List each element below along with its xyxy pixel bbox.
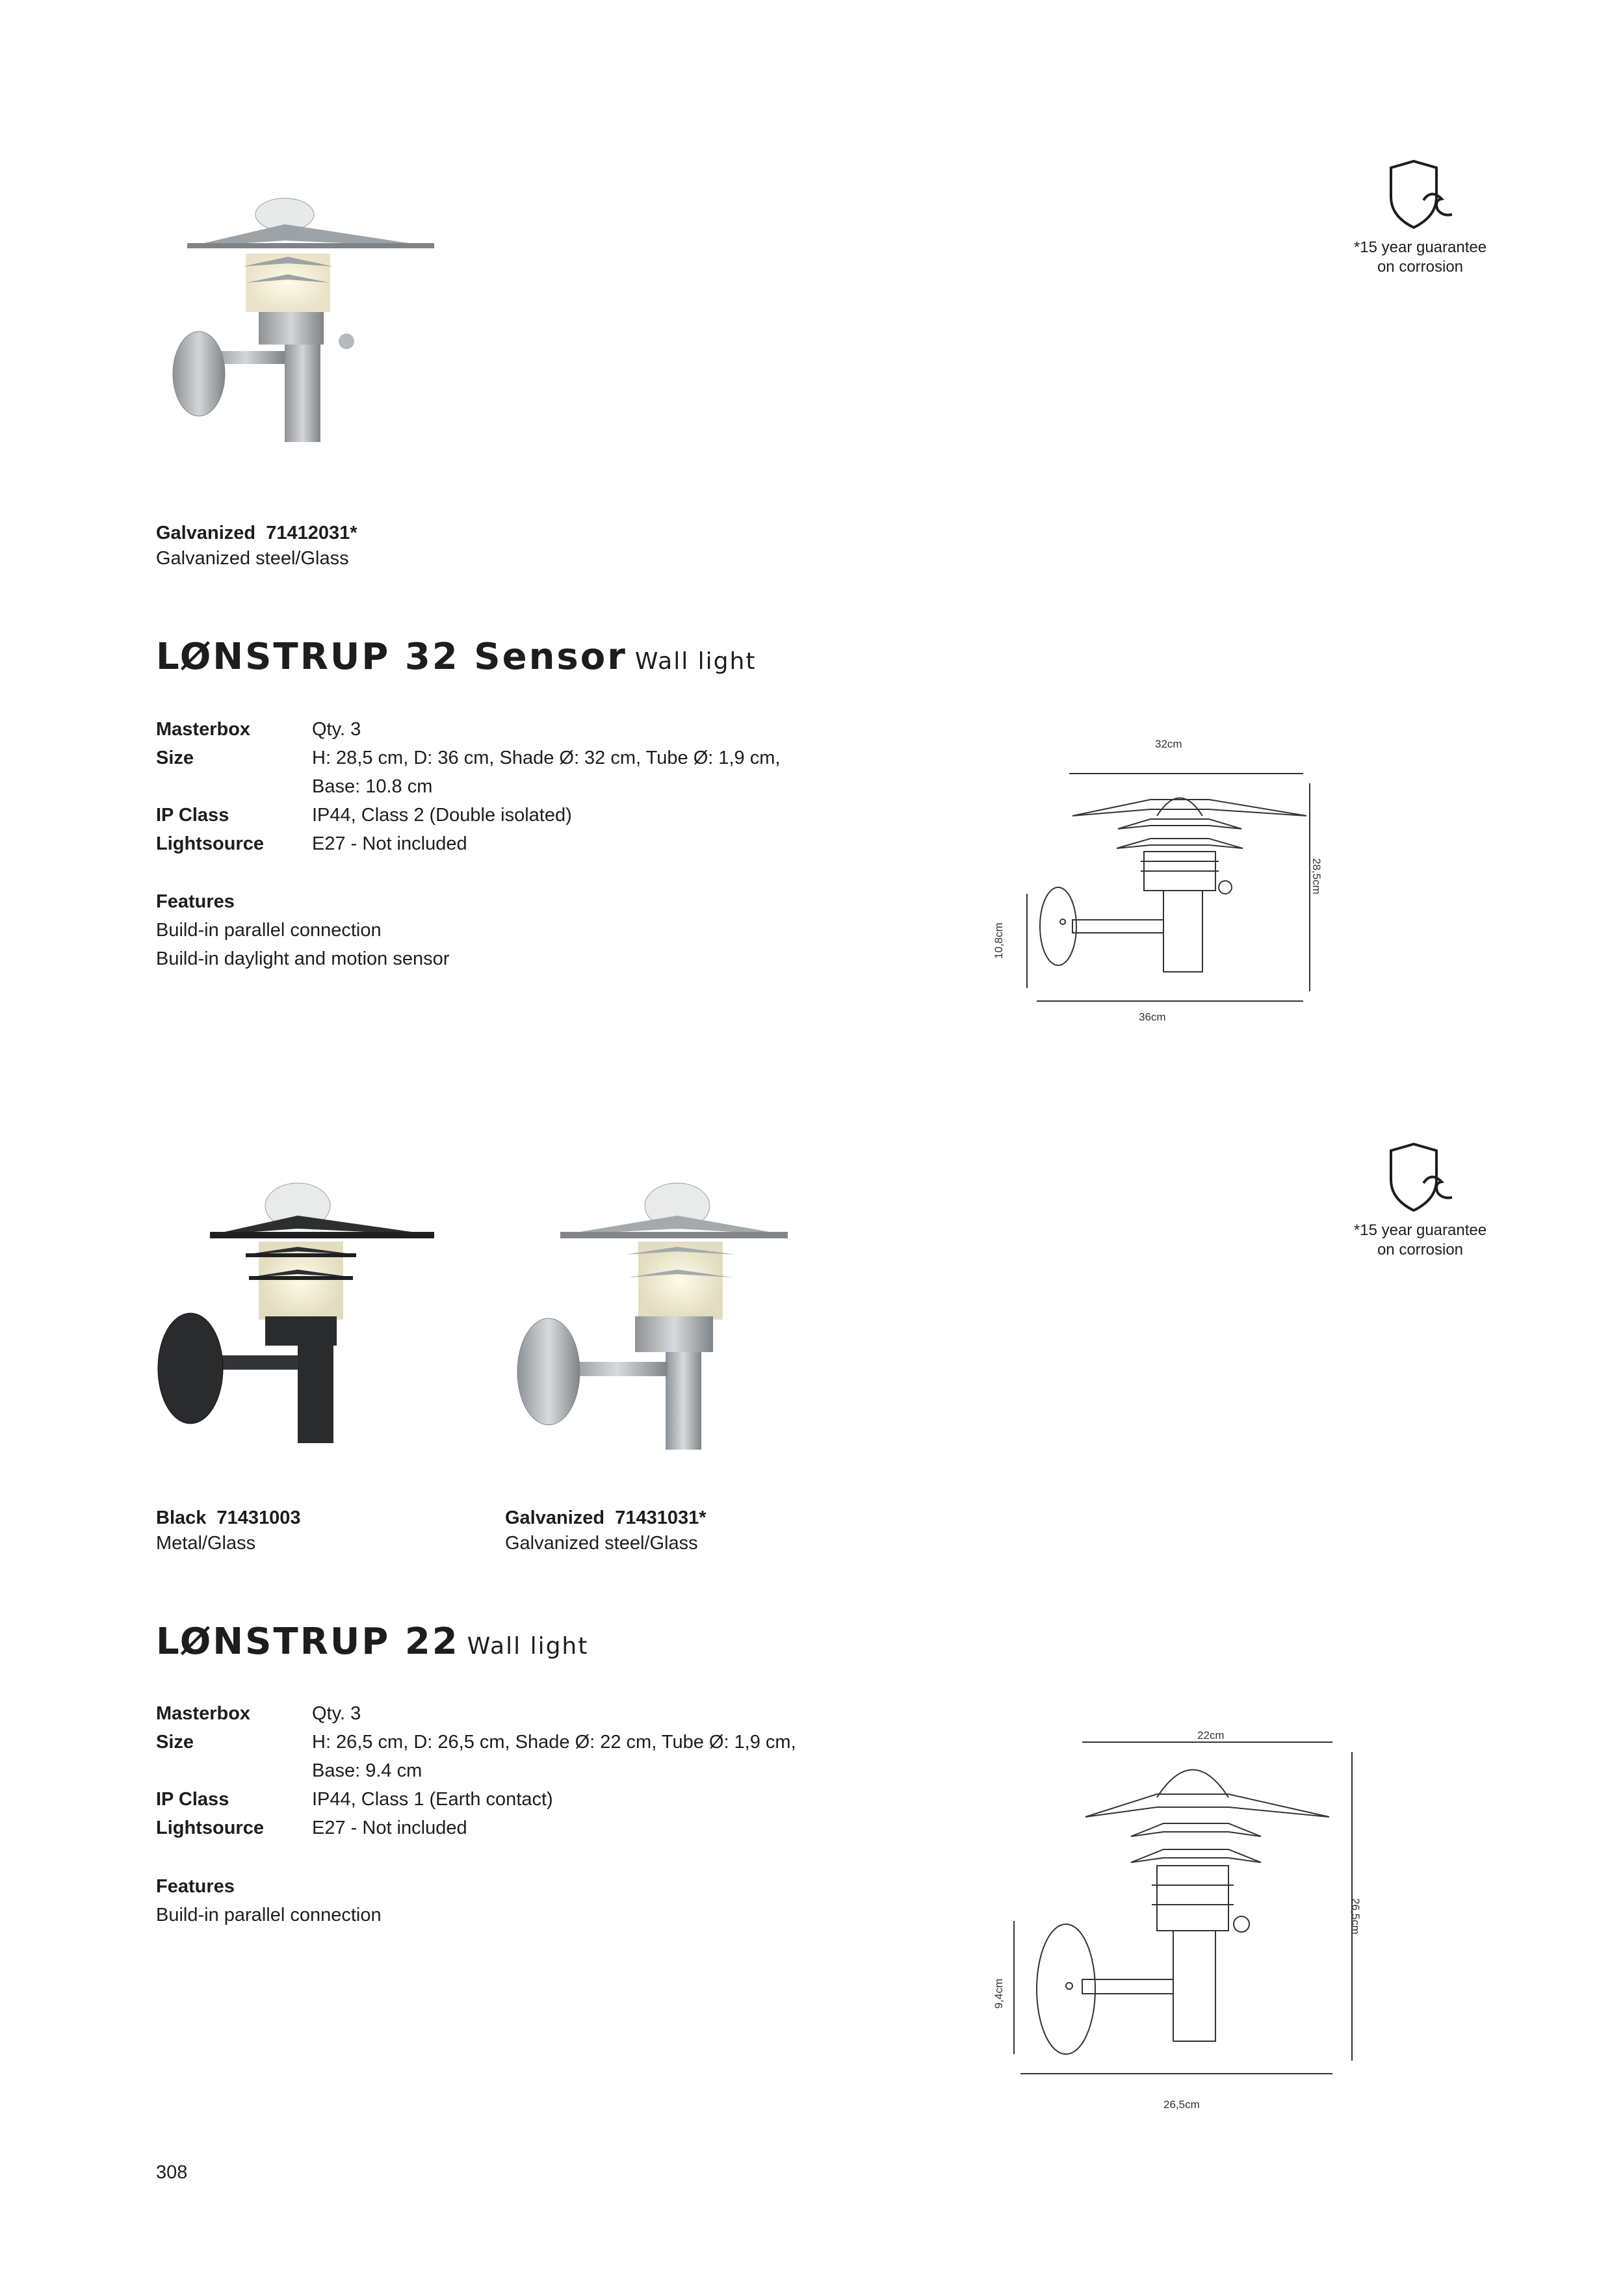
product-photo-galvanized — [495, 1177, 794, 1463]
product-name: LØNSTRUP 22 — [156, 1621, 460, 1663]
product-photo-galvanized-sensor — [148, 195, 441, 455]
specs-table-2 — [156, 1699, 832, 1842]
dim-depth: 36cm — [1139, 1011, 1166, 1023]
feature-item: Build-in parallel connection — [156, 920, 382, 941]
technical-drawing-1 — [1001, 748, 1339, 1034]
features-list-1 — [156, 887, 449, 973]
spec-value: Qty. 3 — [312, 719, 361, 740]
dim-height: 28,5cm — [1310, 858, 1323, 894]
spec-value: H: 26,5 cm, D: 26,5 cm, Shade Ø: 22 cm, Tube Ø: 1,9 cm, — [312, 1732, 796, 1753]
corrosion-guarantee-badge-2 — [1336, 1138, 1505, 1260]
features-list-2 — [156, 1872, 382, 1929]
dim-depth: 26,5cm — [1163, 2098, 1200, 2111]
guarantee-text-2: on corrosion — [1377, 258, 1464, 276]
spec-label: IP Class — [156, 1789, 229, 1810]
spec-label: Masterbox — [156, 1703, 251, 1724]
feature-item: Build-in parallel connection — [156, 1905, 382, 1925]
spec-label: Size — [156, 1732, 194, 1753]
spec-value: E27 - Not included — [312, 1818, 467, 1838]
dim-shade: 32cm — [1155, 738, 1182, 750]
spec-value: Qty. 3 — [312, 1703, 361, 1724]
dim-base: 10,8cm — [993, 922, 1005, 959]
spec-row — [156, 1785, 832, 1814]
variant-name-code: Galvanized 71431031* — [505, 1507, 707, 1528]
variant-material: Galvanized steel/Glass — [505, 1533, 698, 1554]
shield-wave-icon — [1384, 1138, 1456, 1216]
product-photo-black — [148, 1177, 447, 1463]
corrosion-guarantee-badge — [1336, 155, 1505, 277]
spec-row — [156, 744, 832, 772]
spec-value: E27 - Not included — [312, 833, 467, 854]
spec-row — [156, 772, 832, 801]
spec-row — [156, 801, 832, 829]
spec-value: Base: 10.8 cm — [312, 776, 433, 797]
spec-row — [156, 829, 832, 858]
technical-drawing-2 — [1001, 1723, 1365, 2087]
product-type: Wall light — [467, 1633, 589, 1660]
spec-label: Lightsource — [156, 1818, 264, 1838]
dim-base: 9,4cm — [993, 1978, 1005, 2009]
spec-label — [156, 1756, 312, 1785]
spec-row — [156, 1814, 832, 1842]
spec-label: Masterbox — [156, 719, 251, 740]
product-name: LØNSTRUP 32 Sensor — [156, 636, 627, 678]
variant-caption-1 — [156, 521, 357, 571]
spec-label — [156, 772, 312, 801]
variant-material: Galvanized steel/Glass — [156, 548, 349, 569]
spec-row — [156, 1699, 832, 1728]
guarantee-text: *15 year guarantee — [1353, 239, 1487, 256]
spec-row — [156, 1756, 832, 1785]
spec-value: H: 28,5 cm, D: 36 cm, Shade Ø: 32 cm, Tube Ø: 1,9 cm, — [312, 748, 781, 768]
product-type: Wall light — [634, 648, 757, 675]
dim-shade: 22cm — [1197, 1729, 1225, 1742]
guarantee-text: *15 year guarantee — [1353, 1221, 1487, 1239]
product-title-1 — [156, 636, 756, 678]
spec-row — [156, 715, 832, 744]
spec-value: IP44, Class 2 (Double isolated) — [312, 805, 572, 826]
variant-material: Metal/Glass — [156, 1533, 256, 1554]
shield-wave-icon — [1384, 155, 1456, 233]
spec-label: Size — [156, 748, 194, 768]
variant-name-code: Black 71431003 — [156, 1507, 301, 1528]
features-heading: Features — [156, 1876, 235, 1897]
specs-table-1 — [156, 715, 832, 858]
variant-caption-galvanized — [505, 1506, 707, 1556]
product-title-2 — [156, 1621, 588, 1663]
guarantee-text-2: on corrosion — [1377, 1241, 1464, 1259]
dim-height: 26,5cm — [1349, 1898, 1362, 1935]
spec-label: IP Class — [156, 805, 229, 826]
spec-label: Lightsource — [156, 833, 264, 854]
page-number: 308 — [156, 2162, 188, 2183]
spec-value: IP44, Class 1 (Earth contact) — [312, 1789, 553, 1810]
variant-caption-black — [156, 1506, 301, 1556]
features-heading: Features — [156, 891, 235, 912]
variant-name-code: Galvanized 71412031* — [156, 523, 357, 543]
spec-value: Base: 9.4 cm — [312, 1760, 422, 1781]
spec-row — [156, 1728, 832, 1756]
feature-item: Build-in daylight and motion sensor — [156, 948, 450, 969]
